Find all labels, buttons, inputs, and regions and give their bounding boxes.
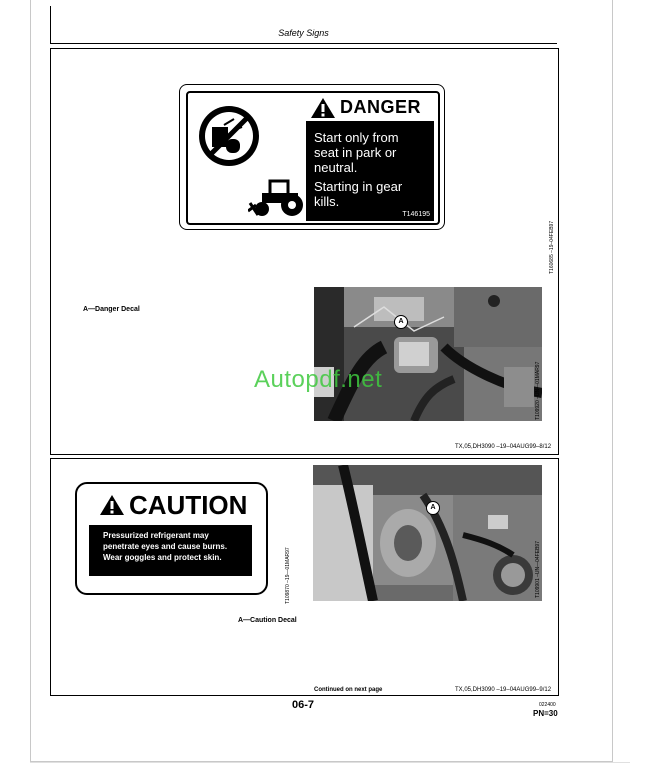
- bottom-vertical-id-2: T109901 –UN—04FEB97: [535, 541, 541, 598]
- ac-compressor-photo: [313, 465, 542, 601]
- bottom-vertical-id-1: T109870 –19—01MAR97: [285, 547, 291, 604]
- photo-callout-a: [394, 315, 408, 329]
- tractor-runover-icon: [248, 175, 306, 219]
- engine-photo-danger-decal: [314, 287, 542, 421]
- danger-code: T146195: [402, 211, 430, 218]
- danger-line-1: Start only from: [314, 130, 399, 145]
- caution-message-panel: [89, 525, 252, 576]
- photo-callout-a-label: A: [398, 318, 404, 325]
- caution-line-3: Wear goggles and protect skin.: [103, 553, 222, 562]
- caution-line-2: penetrate eyes and cause burns.: [103, 542, 228, 551]
- no-bypass-start-icon: [194, 101, 274, 181]
- top-vertical-id-2: T109920 –UN—01MAR97: [535, 361, 541, 420]
- danger-message-panel: [306, 121, 434, 221]
- top-footer-ref: TX,05,DH3090 –19–04AUG99–8/12: [455, 444, 552, 450]
- header-rule: [50, 43, 557, 44]
- danger-line-2: seat in park or: [314, 145, 397, 160]
- top-vertical-id-1: T160685 –19–04FEB97: [549, 220, 555, 274]
- photo-callout-a: [426, 501, 440, 515]
- caution-line-1: Pressurized refrigerant may: [103, 531, 209, 540]
- danger-heading: DANGER: [340, 97, 422, 117]
- danger-line-5: kills.: [314, 194, 340, 209]
- danger-decal: [179, 84, 445, 230]
- danger-line-4: Starting in gear: [314, 179, 403, 194]
- ac-compressor-photo-image: [313, 465, 542, 601]
- continued-note: Continued on next page: [314, 687, 383, 693]
- section-title: Safety Signs: [278, 28, 329, 38]
- page-number: 06-7: [292, 699, 315, 711]
- danger-decal-caption: A—Danger Decal: [83, 306, 140, 313]
- watermark: Autopdf.net: [254, 366, 383, 393]
- bottom-rule: [30, 762, 630, 763]
- engine-photo-image: [314, 287, 542, 421]
- danger-decal-inner: [186, 91, 440, 225]
- warning-triangle-icon: [310, 97, 336, 119]
- danger-line-3: neutral.: [314, 160, 358, 175]
- caution-heading: CAUTION: [129, 490, 248, 520]
- page-pn: PN=30: [533, 709, 558, 718]
- caution-decal-caption: A—Caution Decal: [238, 617, 297, 624]
- header-divider: [50, 6, 51, 44]
- bottom-footer-ref: TX,05,DH3090 –19–04AUG99–9/12: [455, 687, 552, 693]
- caution-decal: [75, 482, 268, 595]
- footer-small-code: 022400: [539, 702, 556, 708]
- photo-callout-a-label: A: [430, 504, 436, 511]
